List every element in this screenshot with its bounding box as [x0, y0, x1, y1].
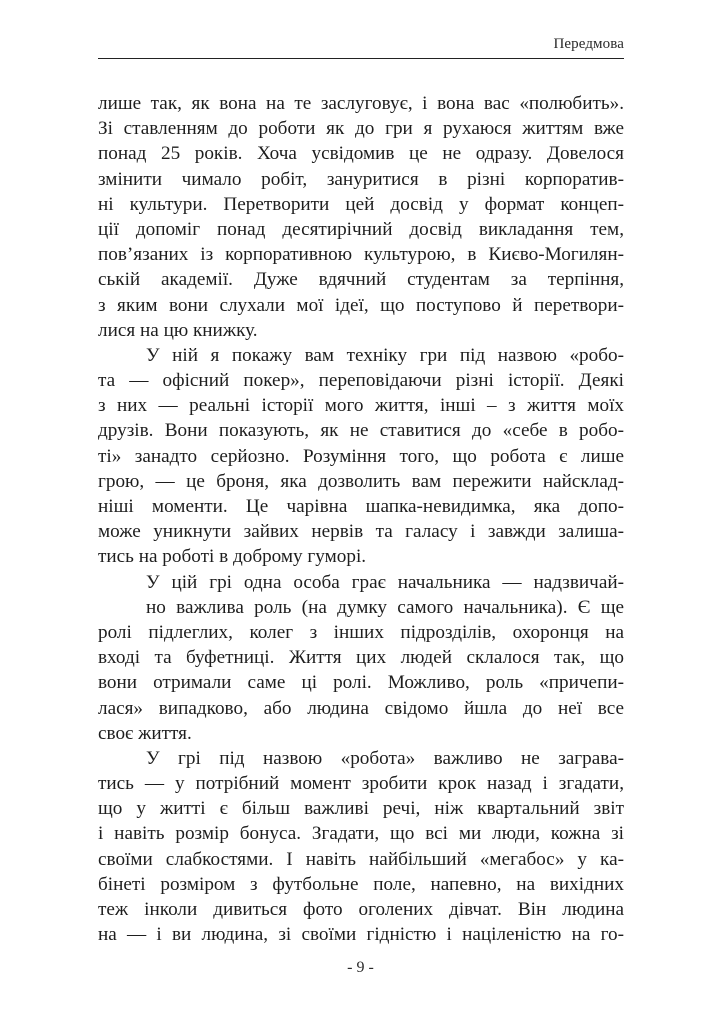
body-text-line: друзів. Вони показують, як не ставитися до «себе в робо- — [98, 420, 624, 442]
body-text-line: пов’язаних із корпоративною культурою, в Києво-Могилян- — [98, 244, 624, 266]
body-text-line: У грі під назвою «робота» важливо не заграва- — [146, 747, 624, 769]
body-text-line: з яким вони слухали мої ідеї, що поступово й перетвори- — [98, 294, 624, 316]
body-text-line: У цій грі одна особа грає начальника — надзвичай- — [146, 571, 624, 593]
body-text-line: що у житті є більш важливі речі, ніж квартальний звіт — [98, 798, 624, 820]
body-text-line: тись — у потрібний момент зробити крок назад і згадати, — [98, 773, 624, 795]
body-text-line: лася» випадково, або людина свідомо йшла до неї все — [98, 697, 624, 719]
body-text-line: вони отримали саме ці ролі. Можливо, роль «причепи- — [98, 672, 624, 694]
body-text-line: та — офісний покер», переповідаючи різні історії. Деякі — [98, 370, 624, 392]
page-body — [98, 91, 624, 947]
body-text-line: лише так, як вона на те заслуговує, і вона вас «полюбить». — [98, 93, 624, 114]
body-text-line: може уникнути зайвих нервів та галасу і завжди залиша- — [98, 521, 624, 543]
body-text-line: лися на цю книжку. — [98, 319, 258, 341]
body-text-line: грою, — це броня, яка дозволить вам пережити найсклад- — [98, 470, 624, 492]
body-text-line: на — і ви людина, зі своїми гідністю і націленістю на го- — [98, 924, 624, 946]
body-text-line: змінити чимало робіт, зануритися в різні корпоратив- — [98, 168, 624, 190]
body-text-line: своїми слабкостями. І навіть найбільший «мегабос» у ка- — [98, 848, 624, 870]
body-text-line: понад 25 років. Хоча усвідомив це не одразу. Довелося — [98, 143, 624, 165]
body-text-line: но важлива роль (на думку самого начальника). Є ще — [146, 596, 624, 618]
body-text-line: Зі ставленням до роботи як до гри я рухаюся життям вже — [98, 118, 624, 140]
body-text-line: бінеті розміром з футбольне поле, напевно, на вихідних — [98, 873, 624, 895]
body-text-line: ролі підлеглих, колег з інших підрозділів, охоронця на — [98, 621, 624, 643]
body-text-line: теж інколи дивиться фото оголених дівчат. Він людина — [98, 899, 624, 920]
body-text-line: і навіть розмір бонуса. Згадати, що всі ми люди, кожна зі — [98, 823, 624, 845]
body-text-line: тись на роботі в доброму гуморі. — [98, 546, 367, 568]
body-text-line: ні культури. Перетворити цей досвід у формат концеп- — [98, 193, 624, 215]
body-text-line: вході та буфетниці. Життя цих людей склалося так, що — [98, 647, 624, 669]
body-text-line: ції допоміг понад десятирічний досвід викладання тем, — [98, 218, 624, 240]
page-number: - 9 - — [347, 959, 374, 976]
running-head — [98, 36, 624, 59]
body-text-line: з них — реальні історії мого життя, інші – з життя моїх — [98, 395, 624, 417]
body-text-line: У ній я покажу вам техніку гри під назвою «робо- — [146, 344, 624, 366]
body-text-line: ті» занадто серйозно. Розуміння того, що робота є лише — [98, 445, 624, 467]
body-text-line: ській академії. Дуже вдячний студентам за терпіння, — [98, 269, 624, 291]
body-text-line: ніші моменти. Це чарівна шапка-невидимка, яка допо- — [98, 496, 624, 517]
running-head-title: Передмова — [553, 36, 624, 52]
body-text-line: своє життя. — [98, 722, 192, 744]
